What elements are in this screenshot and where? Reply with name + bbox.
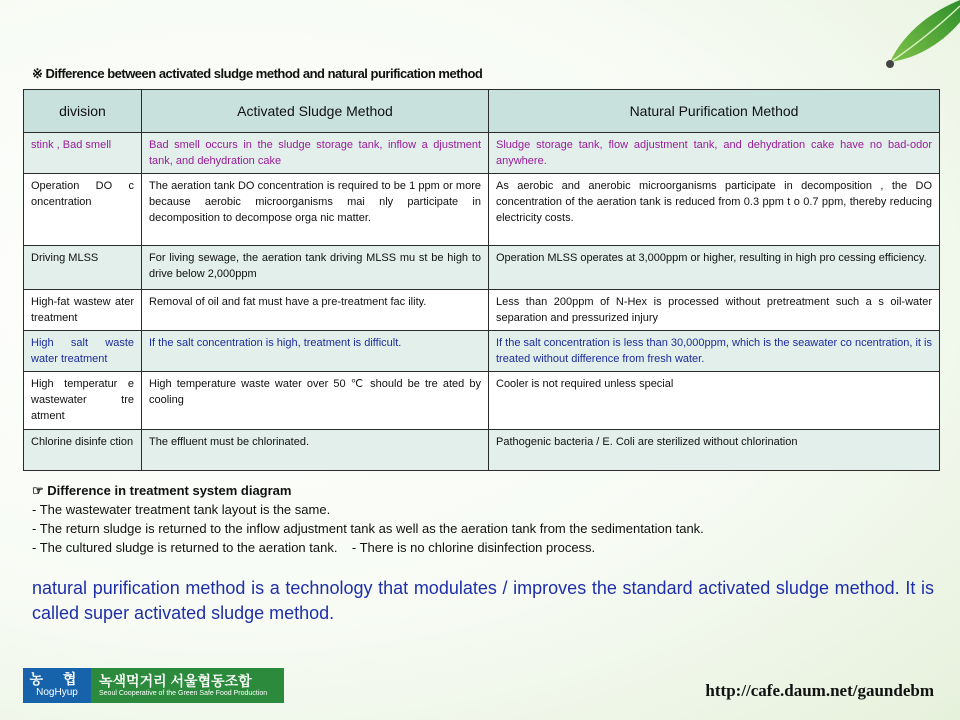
nonghyup-logo: [23, 668, 284, 703]
row-activated-sludge: High temperature waste water over 50 ℃ should be tre ated by cooling: [142, 372, 489, 430]
row-activated-sludge: Removal of oil and fat must have a pre-treatment fac ility.: [142, 290, 489, 331]
row-natural-purification: As aerobic and anerobic microorganisms participate in decomposition , the DO concentration of the aeration tank is reduced from 0.3 ppm t o 0.7 ppm, thereby reducing electricity costs.: [489, 174, 940, 246]
logo-left-korean: 농 협: [29, 671, 85, 687]
row-division: Operation DO c oncentration: [24, 174, 142, 246]
note-line: - The wastewater treatment tank layout is the same.: [32, 502, 331, 517]
table-row: [24, 133, 940, 174]
row-natural-purification: Pathogenic bacteria / E. Coli are sterilized without chlorination: [489, 430, 940, 471]
note-line: - The return sludge is returned to the inflow adjustment tank as well as the aeration tank from the sedimentation tank.: [32, 521, 704, 536]
row-natural-purification: Sludge storage tank, flow adjustment tank, and dehydration cake have no bad-odor anywhere.: [489, 133, 940, 174]
row-natural-purification: Cooler is not required unless special: [489, 372, 940, 430]
row-division: High salt waste water treatment: [24, 331, 142, 372]
row-activated-sludge: The effluent must be chlorinated.: [142, 430, 489, 471]
header-division: division: [24, 90, 142, 133]
summary-text: natural purification method is a technology that modulates / improves the standard activated sludge method. It is called super activated sludge method.: [32, 578, 934, 623]
logo-nonghyup: [23, 668, 91, 703]
table-header-row: [24, 90, 940, 133]
row-division: Chlorine disinfe ction: [24, 430, 142, 471]
notes-title: ☞ Difference in treatment system diagram: [32, 483, 292, 498]
row-natural-purification: If the salt concentration is less than 30,000ppm, which is the seawater co ncentration, it is treated without difference from fresh water.: [489, 331, 940, 372]
header-activated-sludge: Activated Sludge Method: [142, 90, 489, 133]
table-row: [24, 174, 940, 246]
row-division: High-fat wastew ater treatment: [24, 290, 142, 331]
footer-url: http://cafe.daum.net/gaundebm: [705, 681, 934, 700]
header-natural-purification: Natural Purification Method: [489, 90, 940, 133]
table-row: [24, 372, 940, 430]
row-activated-sludge: The aeration tank DO concentration is required to be 1 ppm or more because aerobic microorganisms mai nly participate in decomposition to decompose orga nic matter.: [142, 174, 489, 246]
comparison-table: [23, 89, 940, 471]
logo-cooperative: [91, 668, 284, 703]
row-division: stink , Bad smell: [24, 133, 142, 174]
notes-section: [32, 481, 704, 557]
row-activated-sludge: For living sewage, the aeration tank driving MLSS mu st be high to drive below 2,000ppm: [142, 246, 489, 290]
logo-right-korean: 녹색먹거리 서울협동조합: [99, 673, 252, 689]
page-heading: ※ Difference between activated sludge method and natural purification method: [32, 66, 483, 81]
row-activated-sludge: If the salt concentration is high, treatment is difficult.: [142, 331, 489, 372]
table-row: [24, 246, 940, 290]
row-division: High temperatur e wastewater tre atment: [24, 372, 142, 430]
note-line: - The cultured sludge is returned to the aeration tank. - There is no chlorine disinfection process.: [32, 540, 596, 555]
row-division: Driving MLSS: [24, 246, 142, 290]
table-row: [24, 430, 940, 471]
table-row: [24, 290, 940, 331]
row-activated-sludge: Bad smell occurs in the sludge storage tank, inflow a djustment tank, and dehydration cake: [142, 133, 489, 174]
row-natural-purification: Less than 200ppm of N-Hex is processed without pretreatment such a s oil-water separation and pressurized injury: [489, 290, 940, 331]
logo-left-english: NogHyup: [36, 687, 78, 698]
row-natural-purification: Operation MLSS operates at 3,000ppm or higher, resulting in high pro cessing efficiency.: [489, 246, 940, 290]
leaf-decoration-icon: [850, 0, 960, 80]
table-row: [24, 331, 940, 372]
logo-right-english: Seoul Cooperative of the Green Safe Food Production: [99, 690, 268, 697]
